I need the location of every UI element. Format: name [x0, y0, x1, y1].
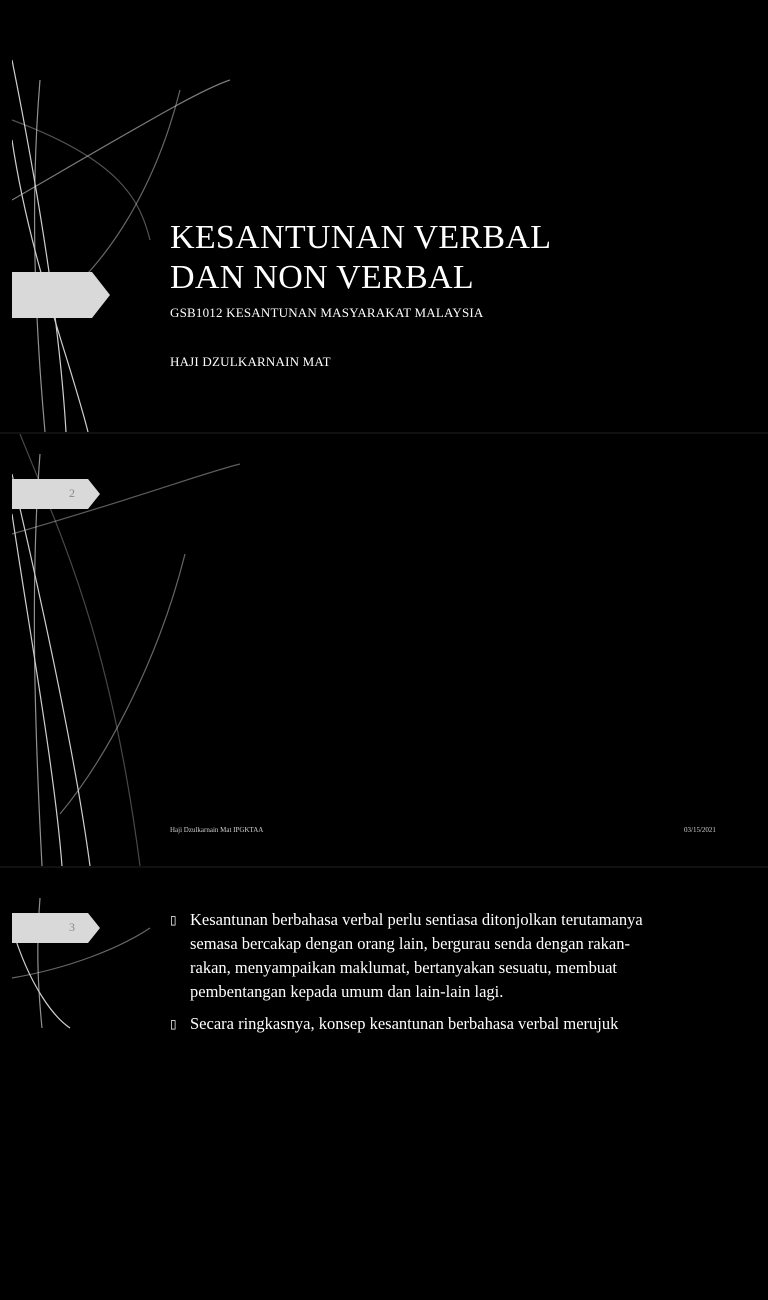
bullet-marker: ▯ [170, 913, 177, 927]
footer-date: 03/15/2021 [684, 826, 716, 834]
subtitle: GSB1012 KESANTUNAN MASYARAKAT MALAYSIA [170, 305, 484, 320]
title-line-2: DAN NON VERBAL [170, 259, 474, 296]
list-item: ▯ Kesantunan berbahasa verbal perlu sentiasa ditonjolkan terutamanya semasa bercakap dengan orang lain, bergurau senda dengan rakan- rakan, menyampaikan maklumat, bertanyakan sesuatu, membuat pembentangan kepada umum dan lain-lain lagi. [170, 910, 643, 1001]
bullet-list [170, 908, 730, 1036]
page-title [170, 218, 551, 298]
decorative-curves [0, 0, 768, 432]
list-item: ▯ Secara ringkasnya, konsep kesantunan berbahasa verbal merujuk [170, 1012, 730, 1036]
slide-number: 3 [69, 920, 75, 934]
title-tab-shape [12, 272, 110, 318]
slide-1 [0, 0, 768, 432]
author: HAJI DZULKARNAIN MAT [170, 354, 331, 369]
slide-2 [0, 434, 768, 866]
decorative-curves [0, 434, 768, 866]
slide-number: 2 [69, 486, 75, 500]
bullet-marker: ▯ [170, 1017, 177, 1031]
footer-author: Haji Dzulkarnain Mat IPGKTAA [170, 826, 264, 834]
title-line-1: KESANTUNAN VERBAL [170, 219, 552, 256]
